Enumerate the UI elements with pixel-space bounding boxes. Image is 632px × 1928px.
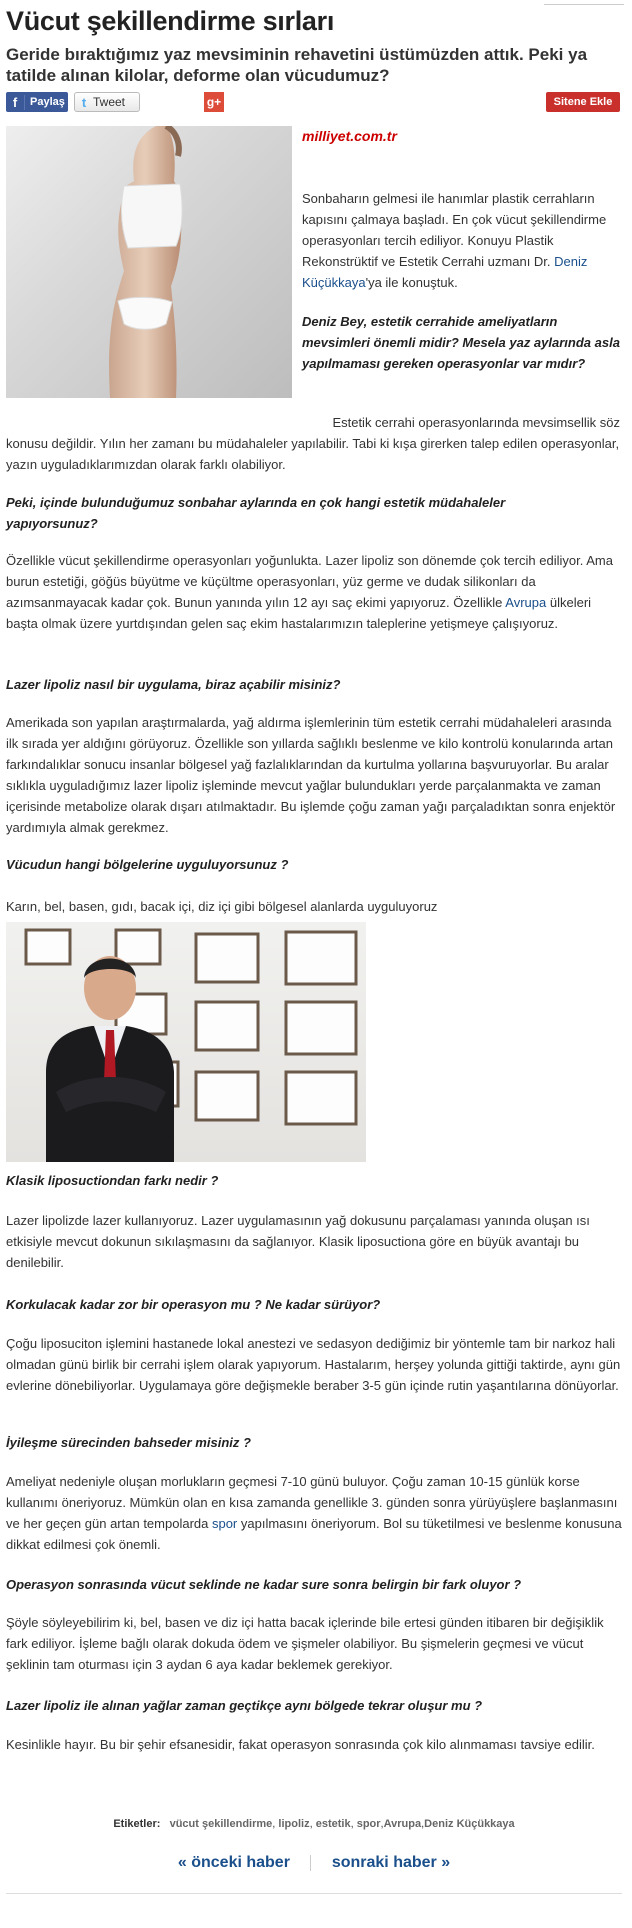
question-6: Korkulacak kadar zor bir operasyon mu ? Ne kadar sürüyor? — [6, 1297, 381, 1312]
facebook-icon: f — [6, 95, 25, 110]
article-photo-woman — [6, 126, 292, 398]
article-pager — [6, 1854, 622, 1872]
tag-link[interactable]: vücut şekillendirme — [169, 1818, 273, 1830]
source-label: milliyet.com.tr — [302, 128, 397, 144]
doctor-link[interactable]: Deniz Küçükkaya — [302, 254, 588, 290]
question-8: Operasyon sonrasında vücut seklinde ne kadar sure sonra belirgin bir fark oluyor ? — [6, 1577, 522, 1592]
bottom-divider — [6, 1893, 622, 1894]
add-to-site-button[interactable]: Sitene Ekle — [546, 92, 620, 112]
tweet-label: Tweet — [93, 95, 126, 109]
intro-text-2: 'ya ile konuştuk. — [365, 275, 458, 290]
question-9: Lazer lipoliz ile alınan yağlar zaman geçtikçe aynı bölgede tekrar oluşur mu ? — [6, 1698, 483, 1713]
answer-7-text-2: yapılmasını öneriyorum. Bol su tüketilmesi ve beslenme konusuna dikkat edilmesi çok önemli. — [6, 1516, 622, 1552]
answer-7 — [6, 1471, 622, 1555]
tags-label: Etiketler: — [113, 1818, 161, 1830]
answer-2-text-1: Özellikle vücut şekillendirme operasyonları yoğunlukta. Lazer lipoliz son dönemde çok tercih ediliyor. Ama burun estetiği, göğüs büyütme ve küçültme operasyonları, yüz germe ve dudak silikonları da azımsanmayacak kadar çok. Bunun yanında yılın 12 ayı saç ekimi yapıyoruz. Özellikle — [6, 553, 613, 610]
social-share-bar — [6, 92, 620, 114]
answer-2 — [6, 550, 622, 634]
top-toolbar-edge — [544, 0, 624, 5]
tag-link[interactable]: Avrupa — [383, 1818, 422, 1830]
answer-4: Karın, bel, basen, gıdı, bacak içi, diz içi gibi bölgesel alanlarda uyguluyoruz — [6, 899, 438, 914]
answer-6: Çoğu liposuciton işlemini hastanede lokal anestezi ve sedasyon dediğimiz bir yöntemle tam bir narkoz hali olmadan günü birlik bir cerrahi işlem olarak yapıyorum. Hastalarım, herşey yolunda gittiği taktirde, aynı gün evlerine dönebiliyorlar. Uygulamaya göre değişmekle beraber 3-5 gün içinde rutin yaşantılarına dönüyorlar. — [6, 1336, 621, 1393]
question-2: Peki, içinde bulunduğumuz sonbahar aylarında en çok hangi estetik müdahaleler yapıyorsunuz? — [6, 495, 506, 531]
previous-article-link[interactable]: « önceki haber — [177, 1854, 290, 1871]
googleplus-icon: g+ — [206, 95, 222, 109]
facebook-share-label: Paylaş — [30, 96, 65, 108]
question-4: Vücudun hangi bölgelerine uyguluyorsunuz ? — [6, 857, 289, 872]
article-photo-doctor — [6, 922, 366, 1162]
intro-text-1: Sonbaharın gelmesi ile hanımlar plastik cerrahların kapısını çalmaya başladı. En çok vücut şekillendirme operasyonları tercih ediliyor. Konuyu Plastik Rekonstrüktif ve Estetik Cerrahi uzmanı Dr. — [302, 191, 607, 269]
facebook-share-button[interactable] — [6, 92, 68, 112]
next-article-link[interactable]: sonraki haber » — [331, 1854, 451, 1871]
sport-link[interactable]: spor — [211, 1516, 238, 1531]
tag-link[interactable]: estetik — [315, 1818, 351, 1830]
pager-divider — [310, 1855, 311, 1871]
answer-7-text-1: Ameliyat nedeniyle oluşan morlukların geçmesi 7-10 günü buluyor. Çoğu zaman 10-15 günlük korse kullanımı öneriyoruz. Mümkün olan en kısa zamanda genellikle 3. günden sonra yürüyüşlere başlanmasını ve her geçen gün artan tempolarda — [6, 1474, 618, 1531]
question-7: İyileşme sürecinden bahseder misiniz ? — [6, 1435, 251, 1450]
tweet-button[interactable] — [74, 92, 140, 112]
answer-1-rest: konusu değildir. Yılın her zamanı bu müdahaleler yapılabilir. Tabi ki kışa girerken talep edilen operasyonlar, yazın uyguladıklarımızdan olarak farklı olabiliyor. — [6, 436, 620, 472]
tag-link[interactable]: Deniz Küçükkaya — [424, 1818, 515, 1830]
question-1: Deniz Bey, estetik cerrahide ameliyatların mevsimleri önemli midir? Mesela yaz aylarında asla yapılmaması gereken operasyonlar var mıdır? — [302, 314, 620, 371]
answer-5: Lazer lipolizde lazer kullanıyoruz. Lazer uygulamasının yağ dokusunu parçalaması yanında oluşan ısı etkisiyle mevcut dokunun sıkılaşmasını da sağlanıyor. Klasik liposuctiona göre en büyük avantajı bu denilebilir. — [6, 1213, 590, 1270]
googleplus-share-button[interactable] — [204, 92, 224, 112]
tags-row: Etiketler: vücut şekillendirme, lipoliz, estetik, spor,Avrupa,Deniz Küçükkaya — [113, 1818, 515, 1830]
article-title: Vücut şekillendirme sırları — [6, 6, 335, 36]
answer-2-text-2: ülkeleri başta olmak üzere yurtdışından gelen saç ekim hastalarımızın taleplerine yetişmeye çalışıyoruz. — [6, 595, 592, 631]
europe-link[interactable]: Avrupa — [505, 595, 547, 610]
answer-9: Kesinlikle hayır. Bu bir şehir efsanesidir, fakat operasyon sonrasında çok kilo alınmaması tavsiye edilir. — [6, 1737, 595, 1752]
twitter-icon: t — [81, 94, 87, 110]
tag-link[interactable]: spor — [356, 1818, 381, 1830]
question-5: Klasik liposuctiondan farkı nedir ? — [6, 1173, 219, 1188]
answer-1-line1: Estetik cerrahi operasyonlarında mevsimsellik söz — [332, 415, 620, 430]
article-subtitle: Geride bıraktığımız yaz mevsiminin rehavetini üstümüzden attık. Peki ya tatilde alınan kilolar, deforme olan vücudumuz? — [6, 45, 588, 85]
intro-paragraph — [302, 188, 618, 293]
answer-3: Amerikada son yapılan araştırmalarda, yağ aldırma işlemlerinin tüm estetik cerrahi müdahaleleri arasında ilk sırada yer aldığını görüyoruz. Özellikle son yıllarda sağlıklı beslenme ve kilo kontrolü konularında artan farkındalıklar sonucu insanlar bölgesel yağ fazlalıklarından da kurtulma yollarına başvuruyorlar. Bu aralar sıklıkla uyguladığımız lazer lipoliz işleminde mevcut yağlar bulundukları yerde parçalanmakta ve zaman içerisinde metabolize olarak dışarı atılmaktadır. Bu işlemde çoğu zaman yağı parçaladıktan sonra enjektör yardımıyla almak gerekmez. — [6, 715, 616, 835]
answer-8: Şöyle söyleyebilirim ki, bel, basen ve diz içi hatta bacak içlerinde bile ertesi günden itibaren bir değişiklik fark ediliyor. İşleme bağlı olarak dokuda ödem ve şişmeler olabiliyor. Bu şişmelerin geçmesi ve vücut şeklinin tam oturması için 3 aydan 6 aya kadar beklemek gerekiyor. — [6, 1615, 604, 1672]
question-3: Lazer lipoliz nasıl bir uygulama, biraz açabilir misiniz? — [6, 677, 341, 692]
tag-link[interactable]: lipoliz — [278, 1818, 310, 1830]
